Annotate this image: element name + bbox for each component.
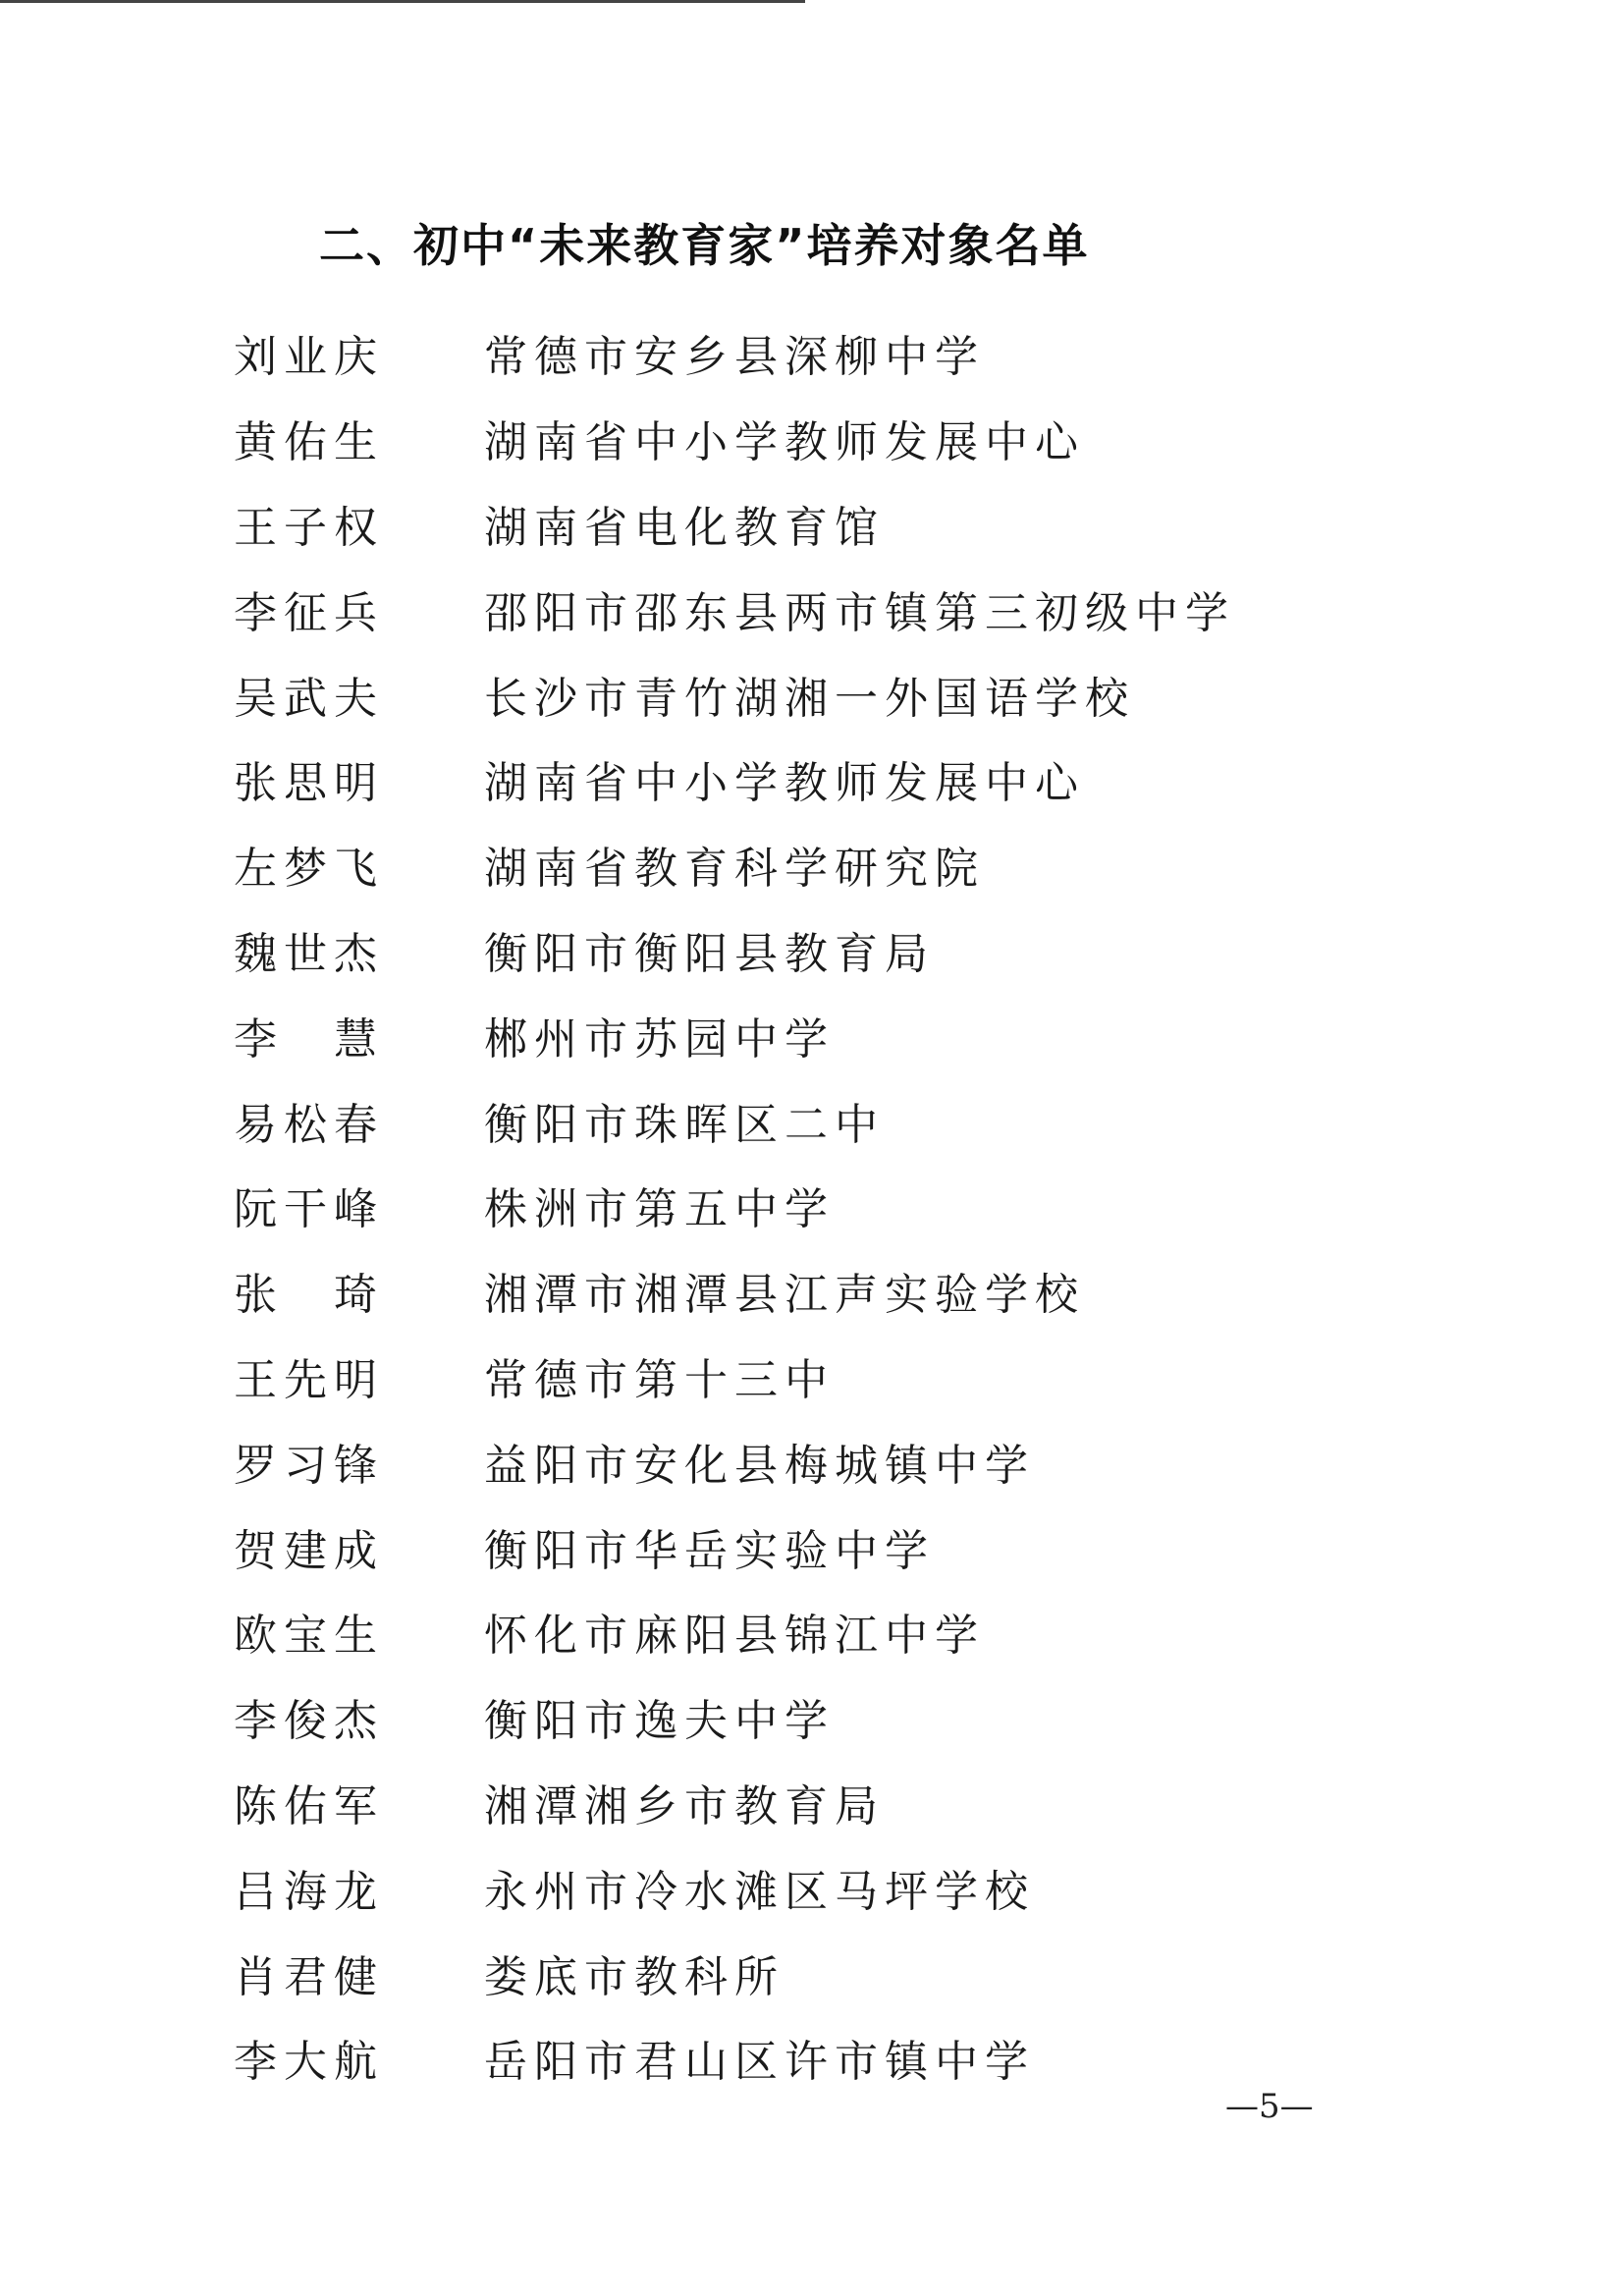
organization: 衡阳市衡阳县教育局 [484, 928, 935, 979]
person-name: 李 慧 [234, 1013, 384, 1065]
person-name: 王先明 [234, 1354, 384, 1405]
list-item [234, 396, 1510, 481]
person-name: 阮干峰 [234, 1184, 384, 1235]
organization: 衡阳市逸夫中学 [484, 1696, 835, 1747]
top-rule [0, 0, 805, 3]
person-name: 张 琦 [234, 1270, 384, 1321]
list-item [234, 907, 1510, 993]
person-name: 魏世杰 [234, 928, 384, 979]
list-item [234, 1334, 1510, 1419]
person-name: 李大航 [234, 2037, 384, 2088]
organization: 株洲市第五中学 [484, 1184, 835, 1235]
list-item [234, 1248, 1510, 1334]
organization: 长沙市青竹湖湘一外国语学校 [484, 673, 1135, 724]
organization: 湘潭湘乡市教育局 [484, 1780, 885, 1831]
list-item [234, 2015, 1510, 2101]
list-item [234, 566, 1510, 651]
person-name: 左梦飞 [234, 844, 384, 895]
organization: 湖南省电化教育馆 [484, 502, 885, 553]
organization: 湖南省中小学教师发展中心 [484, 417, 1085, 468]
list-item [234, 310, 1510, 396]
person-name: 张思明 [234, 758, 384, 809]
person-name: 肖君健 [234, 1951, 384, 2002]
organization: 益阳市安化县梅城镇中学 [484, 1440, 1035, 1491]
person-name: 陈佑军 [234, 1780, 384, 1831]
person-name: 李征兵 [234, 587, 384, 638]
name-list [234, 310, 1510, 2101]
list-item [234, 737, 1510, 822]
organization: 怀化市麻阳县锦江中学 [484, 1611, 985, 1662]
organization: 永州市冷水滩区马坪学校 [484, 1866, 1035, 1917]
person-name: 罗习锋 [234, 1440, 384, 1491]
list-item [234, 1163, 1510, 1248]
organization: 岳阳市君山区许市镇中学 [484, 2037, 1035, 2088]
organization: 邵阳市邵东县两市镇第三初级中学 [484, 587, 1235, 638]
person-name: 吕海龙 [234, 1866, 384, 1917]
page-heading: 二、初中“未来教育家”培养对象名单 [319, 219, 1090, 272]
organization: 郴州市苏园中学 [484, 1013, 835, 1065]
list-item [234, 1844, 1510, 1930]
list-item [234, 992, 1510, 1077]
list-item [234, 481, 1510, 567]
organization: 衡阳市珠晖区二中 [484, 1099, 885, 1150]
list-item [234, 1418, 1510, 1503]
list-item [234, 822, 1510, 907]
person-name: 王子权 [234, 502, 384, 553]
list-item [234, 651, 1510, 737]
organization: 湖南省教育科学研究院 [484, 844, 985, 895]
page-number: —5— [1225, 2087, 1314, 2126]
person-name: 刘业庆 [234, 332, 384, 383]
organization: 衡阳市华岳实验中学 [484, 1525, 935, 1576]
organization: 常德市安乡县深柳中学 [484, 332, 985, 383]
person-name: 李俊杰 [234, 1696, 384, 1747]
organization: 常德市第十三中 [484, 1354, 835, 1405]
organization: 湖南省中小学教师发展中心 [484, 758, 1085, 809]
person-name: 贺建成 [234, 1525, 384, 1576]
organization: 娄底市教科所 [484, 1951, 784, 2002]
list-item [234, 1674, 1510, 1760]
person-name: 易松春 [234, 1099, 384, 1150]
list-item [234, 1589, 1510, 1674]
list-item [234, 1760, 1510, 1845]
list-item [234, 1503, 1510, 1589]
person-name: 吴武夫 [234, 673, 384, 724]
list-item [234, 1077, 1510, 1163]
person-name: 欧宝生 [234, 1611, 384, 1662]
organization: 湘潭市湘潭县江声实验学校 [484, 1270, 1085, 1321]
person-name: 黄佑生 [234, 417, 384, 468]
list-item [234, 1930, 1510, 2015]
